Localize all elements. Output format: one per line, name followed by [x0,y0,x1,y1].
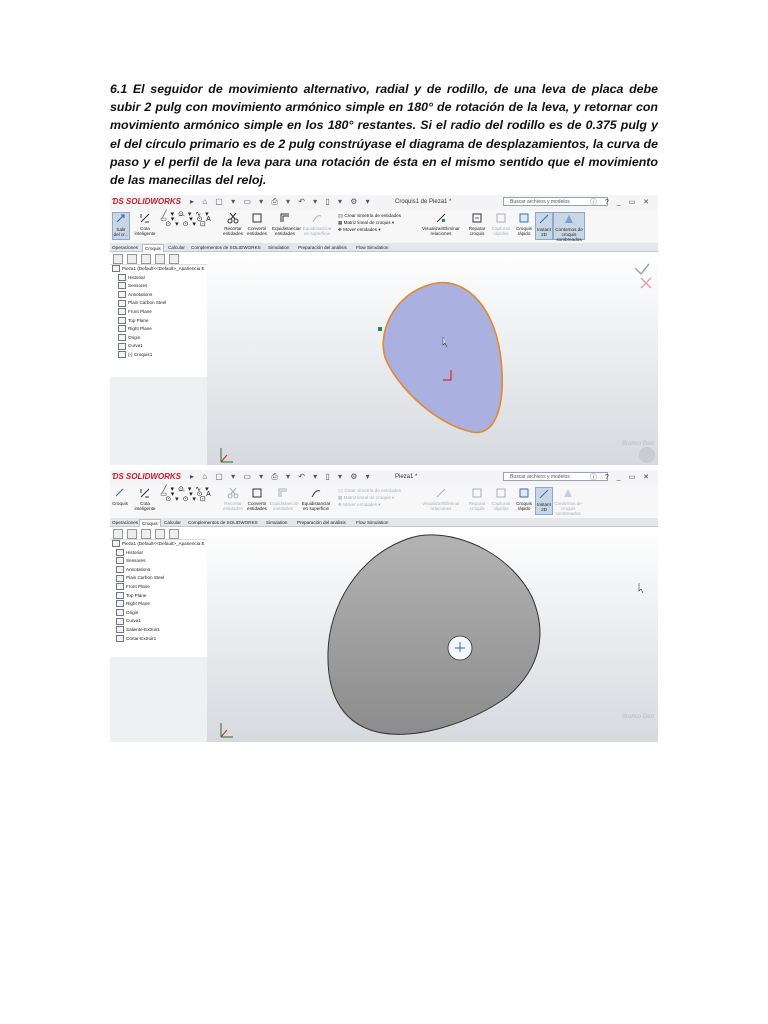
offset-on-surface-button[interactable]: Equidistanciar en superficie [300,487,332,511]
panel-toolbar[interactable] [110,252,207,265]
problem-statement: 6.1 El seguidor de movimiento alternativo, radial y de rodillo, de una leva de placa debe subir 2 pulg con movimiento armónico simple en 180° de rotación de la leva, y retornar con movimiento armónico simple en los 180° restantes. Si el radio del rodillo es de 0.375 pulg y el del círculo primario es de 2 pulg constrúyase el diagrama de desplazamientos, la curva de paso y el perfil de la leva para una rotación de ésta en el mismo sentido que el movimiento de las manecillas del reloj. [110,82,658,188]
tab-preparacion[interactable]: Preparación del análisis [297,520,346,525]
tab-simulation[interactable]: Simulation [268,245,290,250]
shaded-contours-icon [562,487,574,499]
view-cube-icon [639,447,655,463]
linear-pattern-button[interactable]: ▦ Matriz lineal de croquis ▾ [338,220,395,225]
tab-flow-simulation[interactable]: Flow Simulation [356,520,389,525]
tree-item-right-plane[interactable]: Right Plane [112,600,207,609]
repair-sketch-button[interactable]: Reparar croquis [466,212,488,236]
display-delete-relations-button[interactable]: Visualizar/Eliminar relaciones [422,212,460,236]
material-icon [116,575,124,582]
property-manager-tab-icon[interactable] [127,529,137,539]
rapid-sketch-button[interactable]: Croquis rápido [514,212,534,236]
tab-croquis[interactable]: Croquis [139,519,161,527]
offset-surface-icon [311,212,323,224]
dimension-icon [139,212,151,224]
shaded-sketch-contours-button[interactable]: Contornos de croquis sombreados [553,212,585,240]
instant-2d-button[interactable]: Instant 2D [535,487,553,515]
tree-item-origin[interactable]: Origin [112,334,207,343]
solidworks-logo: ƊS SOLIDWORKS [112,197,182,206]
origin-icon [118,334,126,341]
tab-calcular[interactable]: Calcular [164,520,181,525]
tab-preparacion[interactable]: Preparación del análisis [298,245,347,250]
tree-item-curve[interactable]: Curva1 [112,617,207,626]
window-controls[interactable]: ⓘ ? _ ▭ ✕ [589,474,652,481]
shaded-sketch-contours-button[interactable]: Contornos de croquis sombreados [553,487,583,516]
tree-item-sensors[interactable]: Sensores [112,282,207,291]
tree-item-origin[interactable]: Origin [112,609,207,618]
mirror-entities-button[interactable]: ▯▯ Crear simetría de entidades [338,488,402,493]
plane-icon [116,592,124,599]
tree-item-annotations[interactable]: Annotations [112,566,207,575]
offset-entities-button[interactable]: Equidistanciar entidades [272,212,298,236]
solidworks-screenshot-part [110,470,658,742]
feature-manager-tab-icon[interactable] [113,529,123,539]
tree-item-front-plane[interactable]: Front Plane [112,308,207,317]
document-title: Pieza1 * [395,474,418,480]
scissors-icon [227,487,239,499]
watermark: Bronco Geo [622,714,655,720]
tree-item-boss-extrude[interactable]: Saliente-Extruir1 [112,626,207,635]
convert-icon [251,487,263,499]
feature-manager-panel [110,252,208,377]
tree-item-right-plane[interactable]: Right Plane [112,325,207,334]
convert-icon [251,212,263,224]
rapid-sketch-icon [518,212,530,224]
convert-entities-button[interactable]: Convertir entidades [246,212,268,236]
trim-entities-button[interactable]: Recortar entidades [222,487,244,511]
document-title: Croquis1 de Pieza1 * [395,199,452,205]
tab-croquis[interactable]: Croquis [142,244,164,252]
shaded-contours-icon [563,213,575,225]
instant-2d-button[interactable]: Instant 2D [535,212,553,240]
tree-item-history[interactable]: Historial [112,549,207,558]
boss-extrude-icon [116,626,124,633]
curve-icon [118,343,126,350]
material-icon [118,300,126,307]
dimxpert-tab-icon[interactable] [155,529,165,539]
quick-access-toolbar[interactable]: ▸ ⌂ ▢ ▾ ▭ ▾ ⎙ ▾ ↶ ▾ ▯ ▾ ⚙ ▾ [190,197,373,206]
relations-icon [435,212,447,224]
tab-complementos[interactable]: Complementos de SOLIDWORKS [188,520,258,525]
tree-item-part[interactable]: Pieza1 (Default<<Default>_Apariencia E [112,265,207,274]
configuration-manager-tab-icon[interactable] [141,529,151,539]
instant-2d-icon [538,213,550,225]
instant-2d-icon [538,488,550,500]
tree-item-sketch[interactable]: (-) Croquis1 [112,351,207,360]
tree-item-top-plane[interactable]: Top Plane [112,317,207,326]
feature-manager-tab-icon[interactable] [113,254,123,264]
tree-item-part[interactable]: Pieza1 (Default<<Default>_Apariencia E [112,540,207,549]
sketch-point-icon [378,327,382,331]
tree-item-cut-extrude[interactable]: Cortar-Extruir1 [112,635,207,644]
display-manager-tab-icon[interactable] [169,529,179,539]
solidworks-screenshot-sketch [110,195,658,465]
display-manager-tab-icon[interactable] [169,254,179,264]
repair-icon [471,487,483,499]
graphics-area[interactable] [207,527,658,742]
offset-icon [279,212,291,224]
plane-icon [118,317,126,324]
dimension-icon [139,487,151,499]
ribbon-toolbar [110,210,658,244]
mirror-entities-button[interactable]: ▯▯ Crear simetría de entidades [338,213,402,218]
history-icon [116,549,124,556]
command-manager-tabs [110,518,658,527]
history-icon [118,274,126,281]
tree-item-sensors[interactable]: Sensores [112,557,207,566]
part-icon [112,265,120,272]
title-bar [110,195,658,211]
rapid-snaps-button[interactable]: Capturas rápidas [490,212,512,236]
scissors-icon [227,212,239,224]
sketch-button[interactable]: Croquis [112,487,128,506]
tree-item-top-plane[interactable]: Top Plane [112,592,207,601]
property-manager-tab-icon[interactable] [127,254,137,264]
configuration-manager-tab-icon[interactable] [141,254,151,264]
repair-icon [471,212,483,224]
plane-icon [116,583,124,590]
sketch-entity-tools[interactable]: ╱ ▾ ⊙ ▾ ∿ ▾ ▭ ▾ ⌒ ▾ ⊙ A ⊙ ▾ ⊙ ▾ ⊡ [160,211,212,228]
cut-extrude-icon [116,635,124,642]
annotations-icon [118,291,126,298]
sketch-icon [118,351,126,358]
quick-access-toolbar[interactable]: ▸ ⌂ ▢ ▾ ▭ ▾ ⎙ ▾ ↶ ▾ ▯ ▾ ⚙ ▾ [190,472,373,481]
smart-dimension-button[interactable]: Cota inteligente [134,212,156,236]
convert-entities-button[interactable]: Convertir entidades [246,487,268,511]
sensors-icon [118,282,126,289]
move-entities-button[interactable]: ✥ Mover entidades ▾ [338,227,381,232]
sketch-icon [114,487,126,499]
tree-item-curve[interactable]: Curva1 [112,342,207,351]
tab-calcular[interactable]: Calcular [168,245,185,250]
offset-entities-button[interactable]: Equidistanciar entidades [270,487,296,511]
tab-flow-simulation[interactable]: Flow Simulation [356,245,389,250]
command-manager-tabs [110,243,658,252]
pattern-tools[interactable] [338,487,408,508]
rapid-sketch-icon [518,487,530,499]
smart-dimension-button[interactable]: Cota inteligente [134,487,156,511]
window-controls[interactable]: ⓘ ? _ ▭ ✕ [589,199,652,206]
sketch-entity-tools[interactable]: ╱ ▾ ⊙ ▾ ∿ ▾ ▭ ▾ ⌒ ▾ ⊙ A ⊙ ▾ ⊙ ▾ ⊡ [160,486,212,503]
origin-icon [116,609,124,616]
snaps-icon [495,212,507,224]
solidworks-logo: ƊS SOLIDWORKS [112,472,182,481]
relations-icon [435,487,447,499]
rapid-sketch-button[interactable]: Croquis rápido [514,487,534,511]
linear-pattern-button[interactable]: ▦ Matriz lineal de croquis ▾ [338,495,395,500]
tab-simulation[interactable]: Simulation [266,520,288,525]
snaps-icon [495,487,507,499]
display-delete-relations-button[interactable]: Visualizar/Eliminar relaciones [422,487,460,511]
search-input[interactable]: Buscar archivos y modelos [503,472,608,481]
watermark: Bronco Geo [622,441,655,447]
offset-icon [277,487,289,499]
tab-operaciones[interactable]: Operaciones [112,245,139,250]
panel-toolbar[interactable] [110,527,207,540]
tab-complementos[interactable]: Complementos de SOLIDWORKS [191,245,261,250]
part-icon [112,540,120,547]
tab-operaciones[interactable]: Operaciones [112,520,139,525]
pattern-tools[interactable] [338,212,408,233]
offset-on-surface-button[interactable]: Equidistanciar en superficie [302,212,332,236]
move-entities-button[interactable]: ✥ Mover entidades ▾ [338,502,381,507]
feature-manager-panel [110,527,208,657]
dimxpert-tab-icon[interactable] [155,254,165,264]
rapid-snaps-button[interactable]: Capturas rápidas [490,487,512,511]
plane-icon [116,600,124,607]
tree-item-annotations[interactable]: Annotations [112,291,207,300]
feature-tree [110,265,207,360]
annotations-icon [116,566,124,573]
search-input[interactable]: Buscar archivos y modelos [503,197,608,206]
repair-sketch-button[interactable]: Reparar croquis [466,487,488,511]
graphics-area[interactable] [207,252,658,465]
tree-item-material[interactable]: Plain Carbon Steel [112,299,207,308]
plane-icon [118,308,126,315]
tree-item-material[interactable]: Plain Carbon Steel [112,574,207,583]
exit-sketch-icon [115,213,127,225]
trim-entities-button[interactable]: Recortar entidades [222,212,244,236]
offset-surface-icon [310,487,322,499]
sensors-icon [116,557,124,564]
plane-icon [118,325,126,332]
tree-item-front-plane[interactable]: Front Plane [112,583,207,592]
exit-sketch-button[interactable]: Salir del cr... [112,212,130,240]
title-bar [110,470,658,486]
feature-tree [110,540,207,643]
tree-item-history[interactable]: Historial [112,274,207,283]
ribbon-toolbar [110,485,658,519]
curve-icon [116,618,124,625]
